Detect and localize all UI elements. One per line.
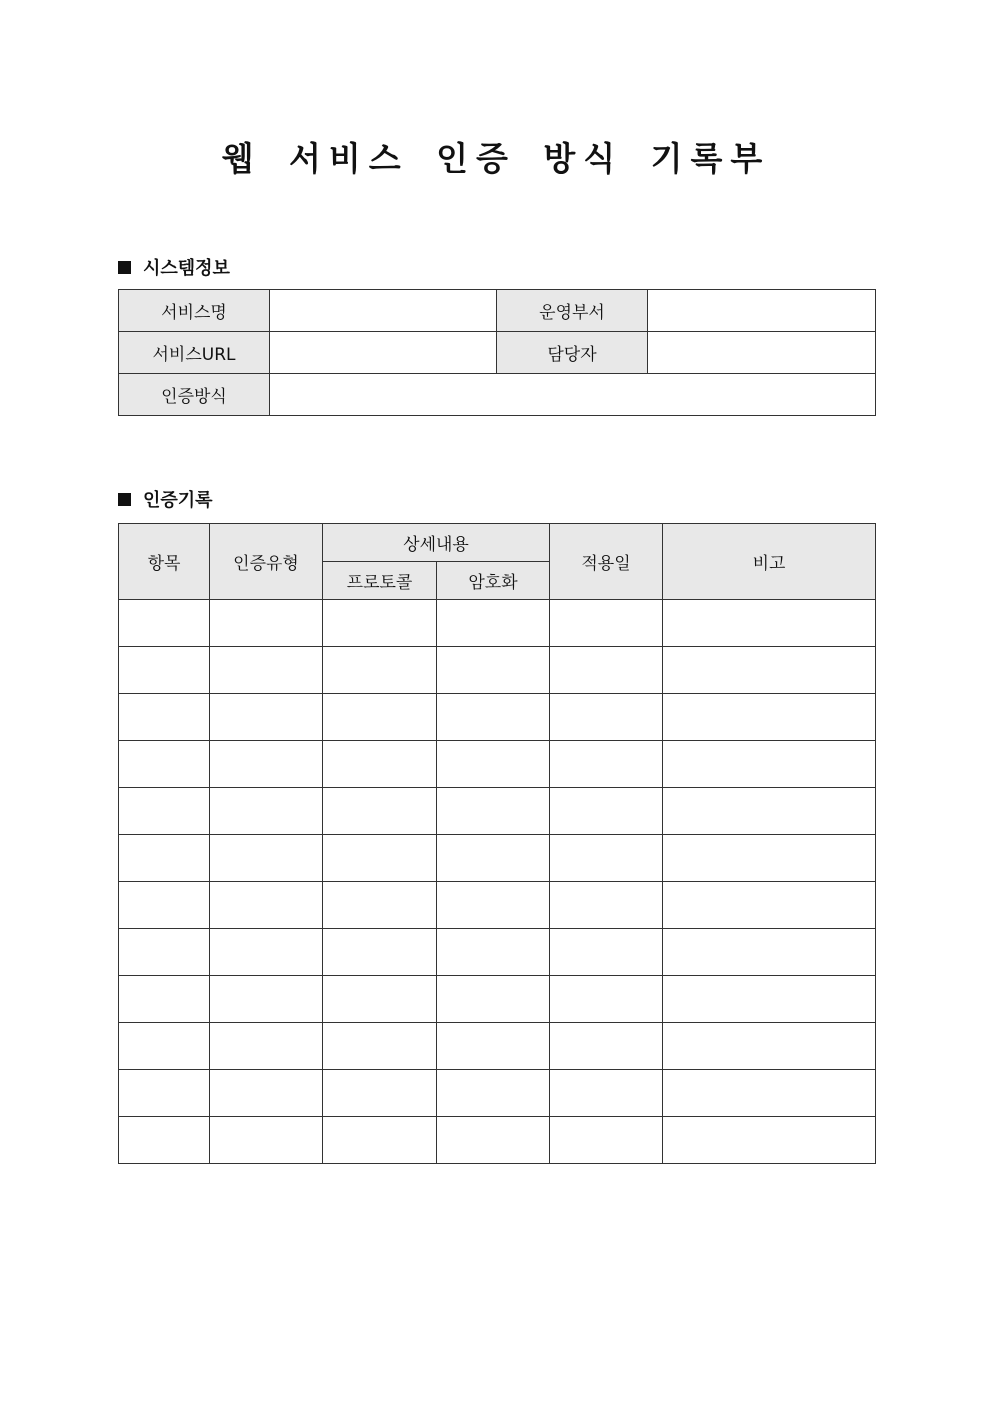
- cell-remarks[interactable]: [663, 929, 876, 976]
- cell-encryption[interactable]: [437, 1070, 550, 1117]
- cell-encryption[interactable]: [437, 647, 550, 694]
- cell-apply-date[interactable]: [550, 694, 663, 741]
- cell-encryption[interactable]: [437, 788, 550, 835]
- cell-auth-type[interactable]: [210, 694, 323, 741]
- col-header-detail: 상세내용: [323, 524, 550, 562]
- cell-apply-date[interactable]: [550, 976, 663, 1023]
- cell-apply-date[interactable]: [550, 1117, 663, 1164]
- cell-item[interactable]: [119, 929, 210, 976]
- cell-apply-date[interactable]: [550, 1070, 663, 1117]
- table-row: [119, 741, 876, 788]
- cell-encryption[interactable]: [437, 1117, 550, 1164]
- cell-protocol[interactable]: [323, 835, 437, 882]
- field-service-url[interactable]: [270, 332, 497, 374]
- cell-apply-date[interactable]: [550, 788, 663, 835]
- cell-item[interactable]: [119, 741, 210, 788]
- cell-remarks[interactable]: [663, 600, 876, 647]
- table-row: [119, 835, 876, 882]
- cell-protocol[interactable]: [323, 1070, 437, 1117]
- table-row: [119, 600, 876, 647]
- table-row: [119, 694, 876, 741]
- label-service-name: 서비스명: [119, 290, 270, 332]
- section-heading-label: 인증기록: [143, 490, 213, 511]
- cell-auth-type[interactable]: [210, 929, 323, 976]
- cell-apply-date[interactable]: [550, 835, 663, 882]
- cell-auth-type[interactable]: [210, 600, 323, 647]
- cell-item[interactable]: [119, 835, 210, 882]
- cell-protocol[interactable]: [323, 647, 437, 694]
- table-row: [119, 976, 876, 1023]
- cell-encryption[interactable]: [437, 600, 550, 647]
- cell-remarks[interactable]: [663, 882, 876, 929]
- cell-item[interactable]: [119, 1070, 210, 1117]
- cell-auth-type[interactable]: [210, 1070, 323, 1117]
- col-header-protocol: 프로토콜: [323, 562, 437, 600]
- cell-item[interactable]: [119, 882, 210, 929]
- label-department: 운영부서: [497, 290, 648, 332]
- label-auth-method: 인증방식: [119, 374, 270, 416]
- cell-protocol[interactable]: [323, 929, 437, 976]
- table-row: [119, 647, 876, 694]
- col-header-apply-date: 적용일: [550, 524, 663, 600]
- cell-protocol[interactable]: [323, 788, 437, 835]
- cell-encryption[interactable]: [437, 1023, 550, 1070]
- system-info-table: [118, 289, 876, 416]
- section-heading-label: 시스템정보: [143, 258, 230, 279]
- cell-encryption[interactable]: [437, 929, 550, 976]
- col-header-item: 항목: [119, 524, 210, 600]
- cell-encryption[interactable]: [437, 882, 550, 929]
- cell-item[interactable]: [119, 788, 210, 835]
- cell-protocol[interactable]: [323, 741, 437, 788]
- cell-item[interactable]: [119, 694, 210, 741]
- label-manager: 담당자: [497, 332, 648, 374]
- section-heading-system-info: [118, 254, 230, 280]
- cell-remarks[interactable]: [663, 1070, 876, 1117]
- cell-protocol[interactable]: [323, 976, 437, 1023]
- cell-apply-date[interactable]: [550, 741, 663, 788]
- cell-remarks[interactable]: [663, 1023, 876, 1070]
- cell-auth-type[interactable]: [210, 835, 323, 882]
- cell-apply-date[interactable]: [550, 929, 663, 976]
- table-row: [119, 929, 876, 976]
- cell-encryption[interactable]: [437, 741, 550, 788]
- cell-protocol[interactable]: [323, 1023, 437, 1070]
- cell-item[interactable]: [119, 1023, 210, 1070]
- cell-protocol[interactable]: [323, 600, 437, 647]
- field-auth-method[interactable]: [270, 374, 876, 416]
- cell-auth-type[interactable]: [210, 1117, 323, 1164]
- square-bullet-icon: [118, 261, 131, 274]
- cell-apply-date[interactable]: [550, 600, 663, 647]
- cell-apply-date[interactable]: [550, 882, 663, 929]
- table-row: [119, 882, 876, 929]
- cell-item[interactable]: [119, 1117, 210, 1164]
- cell-item[interactable]: [119, 976, 210, 1023]
- cell-auth-type[interactable]: [210, 882, 323, 929]
- col-header-auth-type: 인증유형: [210, 524, 323, 600]
- cell-encryption[interactable]: [437, 976, 550, 1023]
- cell-protocol[interactable]: [323, 882, 437, 929]
- page-title: 웹 서비스 인증 방식 기록부: [221, 139, 771, 178]
- auth-record-table: [118, 523, 876, 1164]
- cell-apply-date[interactable]: [550, 647, 663, 694]
- label-service-url: 서비스URL: [119, 332, 270, 374]
- table-row: [119, 788, 876, 835]
- cell-auth-type[interactable]: [210, 741, 323, 788]
- cell-remarks[interactable]: [663, 976, 876, 1023]
- cell-remarks[interactable]: [663, 788, 876, 835]
- field-department[interactable]: [648, 290, 876, 332]
- col-header-encryption: 암호화: [437, 562, 550, 600]
- cell-protocol[interactable]: [323, 1117, 437, 1164]
- cell-item[interactable]: [119, 600, 210, 647]
- field-service-name[interactable]: [270, 290, 497, 332]
- table-row: [119, 1117, 876, 1164]
- section-heading-auth-record: [118, 486, 213, 512]
- cell-encryption[interactable]: [437, 835, 550, 882]
- cell-remarks[interactable]: [663, 647, 876, 694]
- table-row: [119, 1070, 876, 1117]
- cell-auth-type[interactable]: [210, 788, 323, 835]
- cell-item[interactable]: [119, 647, 210, 694]
- cell-auth-type[interactable]: [210, 647, 323, 694]
- cell-auth-type[interactable]: [210, 1023, 323, 1070]
- cell-auth-type[interactable]: [210, 976, 323, 1023]
- field-manager[interactable]: [648, 332, 876, 374]
- cell-remarks[interactable]: [663, 694, 876, 741]
- cell-encryption[interactable]: [437, 694, 550, 741]
- cell-remarks[interactable]: [663, 1117, 876, 1164]
- col-header-remarks: 비고: [663, 524, 876, 600]
- cell-apply-date[interactable]: [550, 1023, 663, 1070]
- cell-remarks[interactable]: [663, 835, 876, 882]
- cell-protocol[interactable]: [323, 694, 437, 741]
- square-bullet-icon: [118, 493, 131, 506]
- cell-remarks[interactable]: [663, 741, 876, 788]
- table-row: [119, 1023, 876, 1070]
